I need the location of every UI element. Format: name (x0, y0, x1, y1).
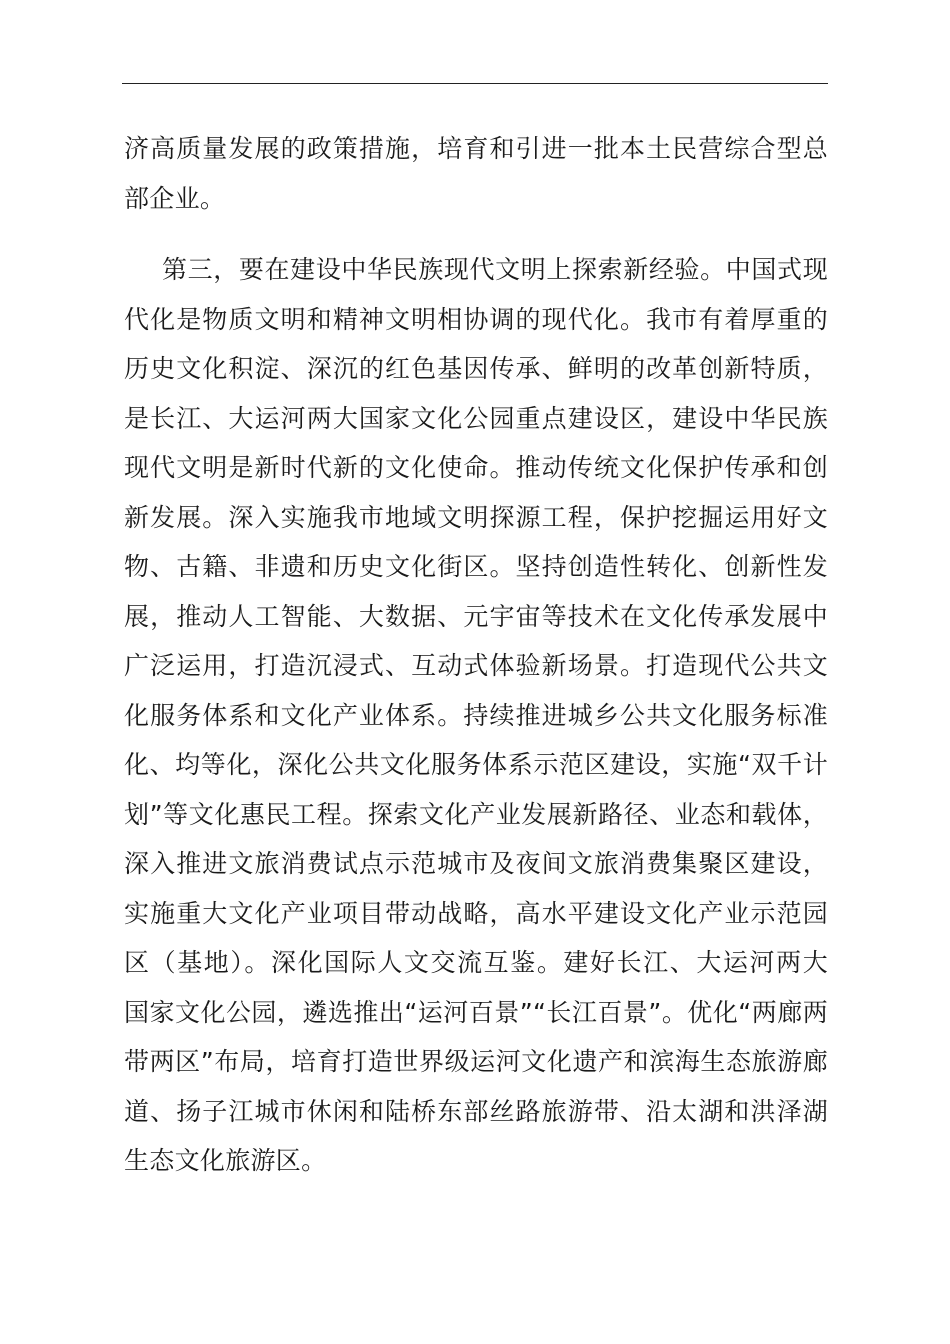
text-line: 国家文化公园，遴选推出“运河百景”“长江百景”。优化“两廊两 (124, 997, 828, 1027)
text-line: 深入推进文旅消费试点示范城市及夜间文旅消费集聚区建设， (124, 849, 828, 878)
paragraph-continued (124, 124, 828, 223)
text-line: 济高质量发展的政策措施，培育和引进一批本土民营综合型总 (124, 134, 828, 163)
text-line: 化、均等化，深化公共文化服务体系示范区建设，实施“双千计 (124, 750, 828, 779)
text-line: 新发展。深入实施我市地域文明探源工程，保护挖掘运用好文 (124, 502, 828, 532)
text-line: 实施重大文化产业项目带动战略，高水平建设文化产业示范园 (124, 898, 828, 928)
text-line: 道、扬子江城市休闲和陆桥东部丝路旅游带、沿太湖和洪泽湖 (124, 1096, 828, 1126)
text-line: 第三，要在建设中华民族现代文明上探索新经验。中国式现 (162, 255, 828, 284)
text-line: 划”等文化惠民工程。探索文化产业发展新路径、业态和载体， (124, 799, 828, 829)
paragraph-gap (124, 223, 828, 245)
text-line: 广泛运用，打造沉浸式、互动式体验新场景。打造现代公共文 (124, 651, 828, 680)
text-line: 历史文化积淀、深沉的红色基因传承、鲜明的改革创新特质， (124, 354, 828, 383)
text-line: 区（基地）。深化国际人文交流互鉴。建好长江、大运河两大 (124, 948, 828, 977)
body-text (124, 124, 828, 1186)
text-line: 现代文明是新时代新的文化使命。推动传统文化保护传承和创 (124, 453, 828, 482)
text-line: 化服务体系和文化产业体系。持续推进城乡公共文化服务标准 (124, 700, 828, 730)
text-line: 物、古籍、非遗和历史文化街区。坚持创造性转化、创新性发 (124, 552, 828, 581)
text-line: 带两区”布局，培育打造世界级运河文化遗产和滨海生态旅游廊 (124, 1047, 828, 1076)
text-line: 展，推动人工智能、大数据、元宇宙等技术在文化传承发展中 (124, 601, 828, 631)
text-line: 生态文化旅游区。 (124, 1146, 327, 1175)
text-line: 是长江、大运河两大国家文化公园重点建设区，建设中华民族 (124, 403, 828, 433)
text-line: 部企业。 (124, 183, 226, 213)
paragraph-third-point (124, 245, 828, 1186)
header-rule (122, 83, 828, 84)
text-line: 代化是物质文明和精神文明相协调的现代化。我市有着厚重的 (124, 304, 828, 334)
